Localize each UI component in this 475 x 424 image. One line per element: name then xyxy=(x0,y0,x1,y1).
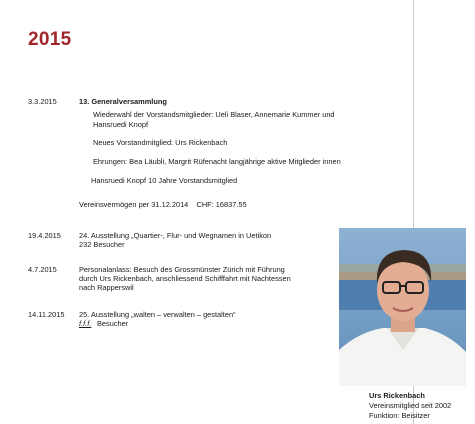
staff-line-2: durch Urs Rickenbach, anschliessend Schifffahrt mit Nachtessen xyxy=(79,274,291,283)
gv-line-5: Hansruedi Knopf 10 Jahre Vorstandsmitglied xyxy=(91,176,238,185)
caption-function: Funktion: Beisitzer xyxy=(369,411,430,420)
gv-line-4: Ehrungen: Bea Läubli, Margrit Rüfenacht langjährige aktive Mitglieder innen xyxy=(93,157,341,166)
gv-line-2: Hansruedi Knopf xyxy=(93,120,149,129)
exhibition24-line-1: 24. Ausstellung „Quartier-, Flur- und Wegnamen in Uetikon xyxy=(79,231,272,240)
gv-assets: Vereinsvermögen per 31.12.2014 CHF: 16837.55 xyxy=(79,200,247,209)
event-date-gv: 3.3.2015 xyxy=(28,97,57,106)
portrait-illustration xyxy=(339,228,466,386)
gv-line-3: Neues Vorstandmitglied: Urs Rickenbach xyxy=(93,138,228,147)
staff-line-3: nach Rapperswil xyxy=(79,283,134,292)
portrait-photo xyxy=(339,228,466,386)
exhibition24-line-2: 232 Besucher xyxy=(79,240,125,249)
event-date-exhibition24: 19.4.2015 xyxy=(28,231,61,240)
event-title-gv: 13. Generalversammlung xyxy=(79,97,167,106)
exhibition25-visitor-count: f.f.f. xyxy=(79,319,92,328)
exhibition25-line-1: 25. Ausstellung „walten – verwalten – gestalten“ xyxy=(79,310,236,319)
gv-line-1: Wiederwahl der Vorstandsmitglieder: Ueli Blaser, Annemarie Kummer und xyxy=(93,110,335,119)
year-heading: 2015 xyxy=(28,29,72,50)
caption-name: Urs Rickenbach xyxy=(369,391,425,400)
exhibition25-line-2: Besucher xyxy=(97,319,129,328)
staff-line-1: Personalanlass: Besuch des Grossmünster Zürich mit Führung xyxy=(79,265,285,274)
event-date-exhibition25: 14.11.2015 xyxy=(28,310,65,319)
event-date-staff: 4.7.2015 xyxy=(28,265,57,274)
caption-member-since: Vereinsmitglied seit 2002 xyxy=(369,401,452,410)
